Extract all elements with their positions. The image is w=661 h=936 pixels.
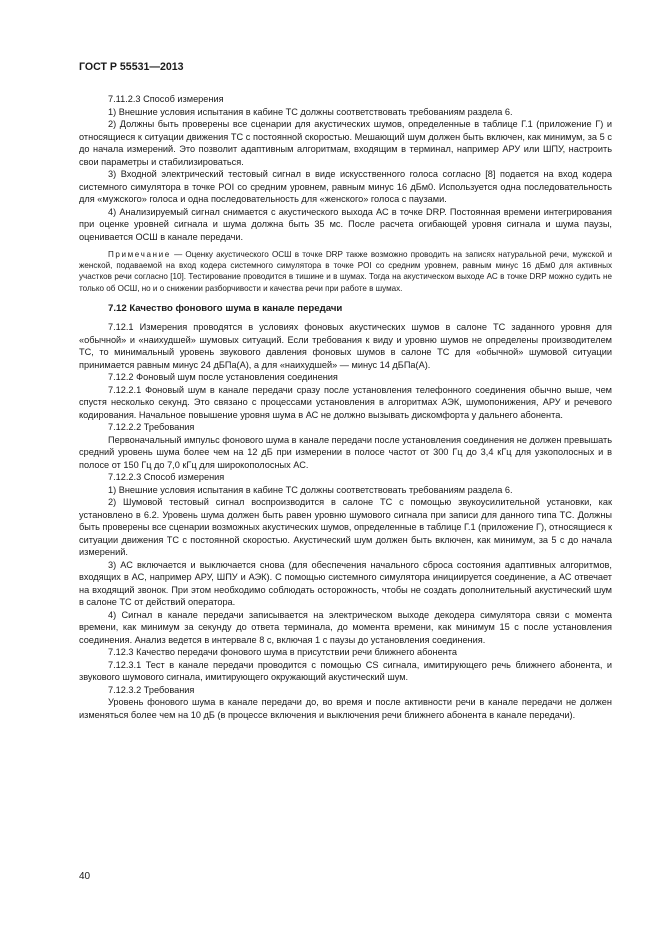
subsection-heading: 7.12.3.2 Требования <box>108 684 195 695</box>
paragraph: 3) АС включается и выключается снова (для обеспечения начального сброса состояния адаптивных алгоритмов, входящих в АС, например АРУ, ШПУ и АЭК). С помощью системного симулятора инициируется соединение, а АС отвечает на входящий звонок. При этом необходимо соблюдать осторожность, чтобы не создать дополнительный акустический шум в салоне ТС от действий оператора. <box>79 559 612 608</box>
paragraph: Первоначальный импульс фонового шума в канале передачи после установления соединения не должен превышать средний уровень шума более чем на 12 дБ при измерении в полосе частот от 300 Гц до 3,4 кГц для узкополосных и в полосе от 150 Гц до 7,0 кГц для широкополосных АС. <box>79 434 612 470</box>
paragraph: 7.12.1 Измерения проводятся в условиях фоновых акустических шумов в салоне ТС заданного уровня для «обычной» и «наихудшей» шумовых ситуаций. Если требования к виду и уровню шумов не определены производителем ТС, то минимальный уровень звукового давления фоновых шумов в салоне ТС для «обычной» шумовой ситуации принимается равным минус 24 дБПа(А), а для «наихудшей» — минус 14 дБПа(А). <box>79 322 612 370</box>
subsection-heading: 7.12.2.3 Способ измерения <box>108 472 225 483</box>
paragraph: 2) Шумовой тестовый сигнал воспроизводится в салоне ТС с помощью звукоусилительной установки, как установлено в 6.2. Уровень шума должен быть равен уровню шумового сигнала при записи для данного типа ТС. Должны быть проверены все сценарии возможных акустических шумов, определенные в таблице Г.1 (приложение Г), относящиеся к ситуации движения ТС с постоянной скоростью. Акустический шум должен быть включен, как минимум, за 5 с до начала измерений. <box>79 497 612 558</box>
paragraph: Уровень фонового шума в канале передачи до, во время и после активности речи в канале передачи не должен изменяться более чем на 10 дБ (в процессе включения и выключения речи ближнего абонента в канале передачи). <box>79 697 612 720</box>
paragraph: 2) Должны быть проверены все сценарии для акустических шумов, определенные в таблице Г.1 (приложение Г) и относящиеся к ситуации движения ТС с постоянной скоростью. Мешающий шум должен быть включен, как минимум, за 5 с до начала измерений. Это позволит адаптивным алгоритмам, входящим в терминал, например АРУ или ШПУ, настроить свои параметры и стабилизироваться. <box>79 119 612 167</box>
paragraph: 7.12.2.1 Фоновый шум в канале передачи сразу после установления телефонного соединения обычно выше, чем спустя несколько секунд. Это связано с процессами установления в алгоритмах АЭК, шумопонижения, АРУ и речевого кодирования. Начальное повышение уровня шума в АС не должно вызывать дискомфорта у дальнего абонента. <box>79 384 612 420</box>
document-header: ГОСТ Р 55531—2013 <box>79 61 184 73</box>
note <box>79 249 612 294</box>
subsection-heading: 7.12.2 Фоновый шум после установления соединения <box>108 372 338 383</box>
paragraph: 4) Анализируемый сигнал снимается с акустического выхода АС в точке DRP. Постоянная времени интегрирования при оценке уровней сигнала и шума должна быть 35 мс. После расчета огибающей уровня сигнала и шума паузы, оценивается ОСШ в канале передачи. <box>79 206 612 242</box>
subsection-heading: 7.12.2.2 Требования <box>108 422 195 433</box>
subsection-heading: 7.12.3 Качество передачи фонового шума в присутствии речи ближнего абонента <box>108 647 457 658</box>
paragraph: 4) Сигнал в канале передачи записывается на электрическом выходе декодера симулятора связи с момента времени, как минимум за секунду до ответа терминала, до момента времени, как минимум 15 с после установления соединения. Анализ ведется в интервале 8 с, включая 1 с паузы до установления соединения. <box>79 609 612 645</box>
section-heading: 7.12 Качество фонового шума в канале передачи <box>108 302 343 314</box>
paragraph: 1) Внешние условия испытания в кабине ТС должны соответствовать требованиям раздела 6. <box>108 484 513 495</box>
paragraph: 7.12.3.1 Тест в канале передачи проводится с помощью CS сигнала, имитирующего речь ближнего абонента, и звукового шумового сигнала, имитирующего окружающий акустический шум. <box>79 659 612 683</box>
document-body <box>79 93 612 721</box>
page-number: 40 <box>79 871 91 882</box>
note-label: Примечание <box>108 250 171 259</box>
paragraph: 1) Внешние условия испытания в кабине ТС должны соответствовать требованиям раздела 6. <box>108 106 513 117</box>
note-text: — Оценку акустического ОСШ в точке DRP также возможно проводить на записях натуральной речи, мужской и женской, подаваемой на вход кодера системного симулятора в точке POI со средним уровнем, равным минус 16 дБм0 для активных участков речи согласно [10]. Тестирование проводится в тишине и в шумах. Тогда на акустическом выходе АС в точке DRP можно судить не только об ОСШ, но и о снижении разборчивости и качества речи при работе в шумах. <box>79 250 612 293</box>
subsection-heading: 7.11.2.3 Способ измерения <box>108 94 224 104</box>
paragraph: 3) Входной электрический тестовый сигнал в виде искусственного голоса согласно [8] подается на вход кодера системного симулятора в точке POI со средним уровнем, равным минус 16 дБм0. Используется одна последовательность для «мужского» голоса и одна последовательность для «женского» голоса с паузами. <box>79 169 612 204</box>
